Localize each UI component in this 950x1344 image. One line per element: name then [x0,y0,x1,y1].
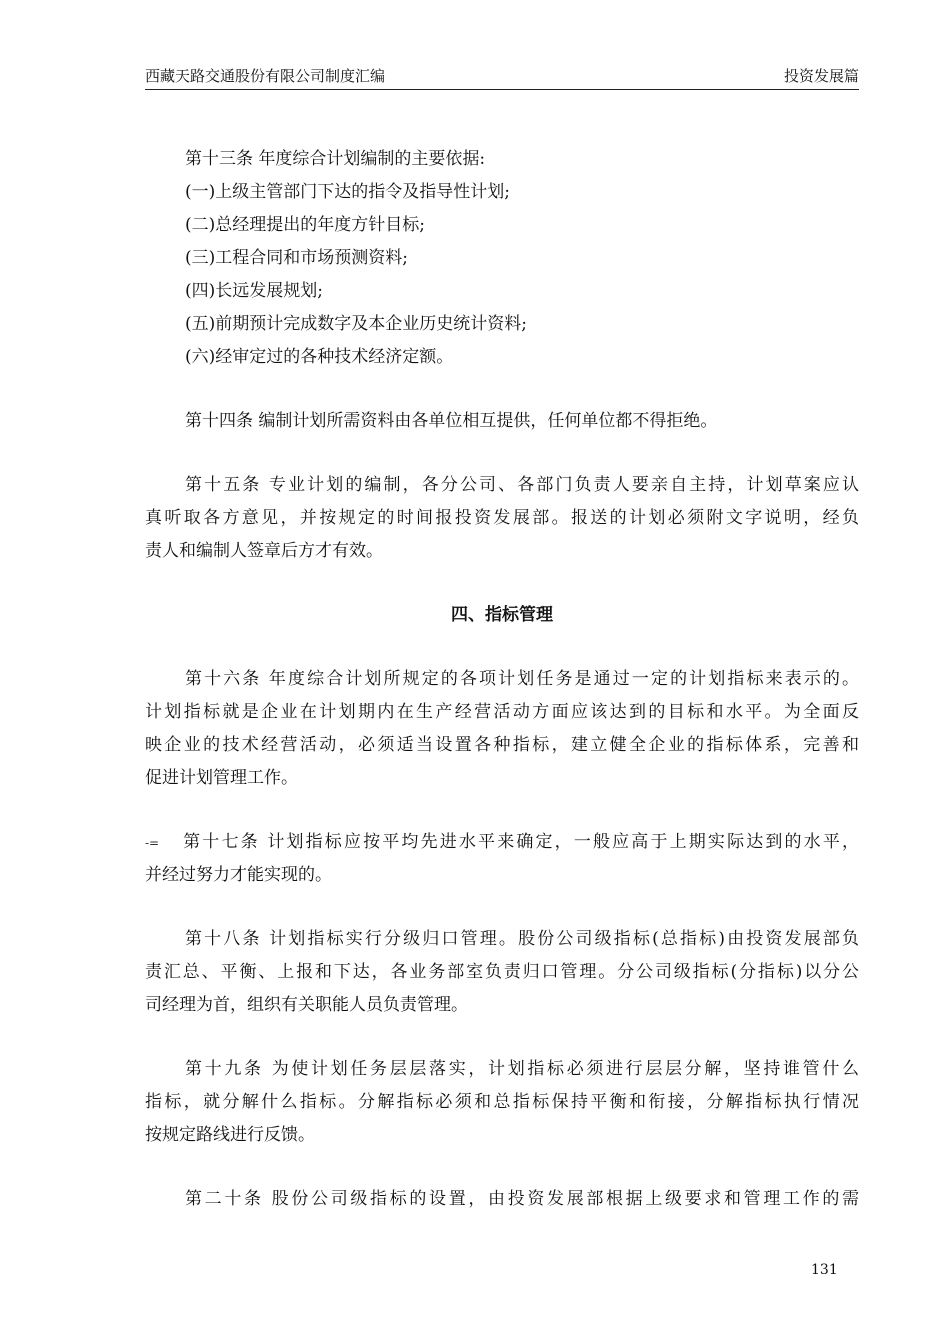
paragraph-spacer [145,632,859,663]
article-19-line: 指标，就分解什么指标。分解指标必须和总指标保持平衡和衔接，分解指标执行情况 [145,1092,859,1112]
article-13-item: (四)长远发展规划; [185,281,323,301]
article-14-line: 第十四条 编制计划所需资料由各单位相互提供，任何单位都不得拒绝。 [185,411,718,431]
article-20-line: 第二十条 股份公司级指标的设置，由投资发展部根据上级要求和管理工作的需 [185,1189,859,1209]
paragraph-spacer [145,438,859,469]
article-16-line: 计划指标就是企业在计划期内在生产经营活动方面应该达到的目标和水平。为全面反 [145,702,859,722]
paragraph-spacer [145,1022,859,1053]
article-15-line: 真听取各方意见，并按规定的时间报投资发展部。报送的计划必须附文字说明，经负 [145,508,859,528]
article-20 [145,1183,859,1216]
article-13-item: (三)工程合同和市场预测资料; [185,248,408,268]
article-18 [145,923,859,1022]
article-15 [145,469,859,568]
article-16 [145,663,859,795]
article-17-line: 并经过努力才能实现的。 [145,865,332,885]
header-section-title: 投资发展篇 [783,67,859,85]
paragraph-spacer [145,568,859,599]
document-body [145,143,859,1216]
article-16-line: 第十六条 年度综合计划所规定的各项计划任务是通过一定的计划指标来表示的。 [185,669,859,689]
paragraph-spacer [145,795,859,826]
article-13-title: 第十三条 年度综合计划编制的主要依据: [185,149,486,169]
article-14 [145,405,859,438]
paragraph-spacer [145,1152,859,1183]
paragraph-spacer [145,374,859,405]
article-13-item: (五)前期预计完成数字及本企业历史统计资料; [185,314,527,334]
paragraph-spacer [145,892,859,923]
article-13-item: (六)经审定过的各种技术经济定额。 [185,347,454,367]
section-heading: 四、指标管理 [451,605,553,625]
article-18-line: 第十八条 计划指标实行分级归口管理。股份公司级指标(总指标)由投资发展部负 [185,929,859,949]
stray-mark: -= [145,836,160,850]
page-header [145,63,859,90]
article-13 [145,143,859,374]
article-19-line: 按规定路线进行反馈。 [145,1125,315,1145]
article-17-line: 第十七条 计划指标应按平均先进水平来确定，一般应高于上期实际达到的水平， [181,832,859,852]
article-15-line: 第十五条 专业计划的编制，各分公司、各部门负责人要亲自主持，计划草案应认 [185,475,859,495]
header-document-title: 西藏天路交通股份有限公司制度汇编 [145,67,386,85]
article-17 [145,826,859,892]
article-16-line: 促进计划管理工作。 [145,768,298,788]
article-13-item: (一)上级主管部门下达的指令及指导性计划; [185,182,510,202]
article-16-line: 映企业的技术经营活动，必须适当设置各种指标，建立健全企业的指标体系，完善和 [145,735,859,755]
article-13-item: (二)总经理提出的年度方针目标; [185,215,425,235]
article-18-line: 责汇总、平衡、上报和下达，各业务部室负责归口管理。分公司级指标(分指标)以分公 [145,962,859,982]
article-19-line: 第十九条 为使计划任务层层落实，计划指标必须进行层层分解，坚持谁管什么 [185,1059,859,1079]
article-18-line: 司经理为首，组织有关职能人员负责管理。 [145,995,468,1015]
article-19 [145,1053,859,1152]
page-number: 131 [811,1262,838,1278]
article-17-first-line [145,826,859,859]
article-15-line: 责人和编制人签章后方才有效。 [145,541,383,561]
